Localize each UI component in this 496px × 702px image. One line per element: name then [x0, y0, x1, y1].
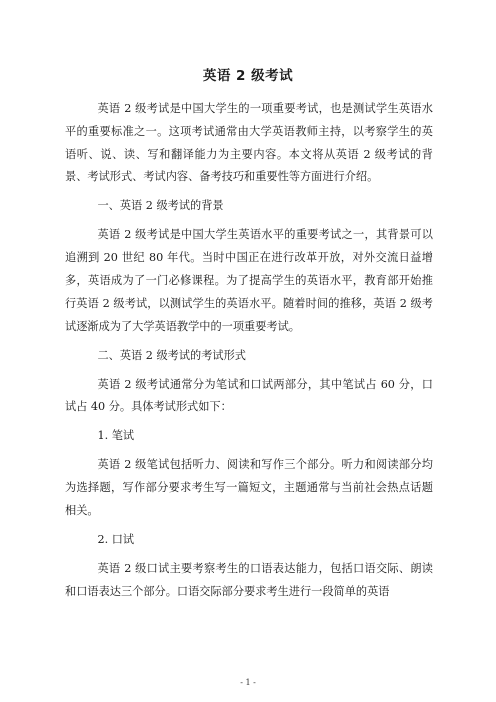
document-title: 英语 2 级考试 [202, 68, 294, 84]
oral-paragraph: 英语 2 级口试主要考察考生的口语表达能力，包括口语交际、朗读和口语表达三个部分。口语交际部分要求考生进行一段简单的英语 [65, 561, 433, 598]
section-heading-background: 一、英语 2 级考试的背景 [97, 199, 224, 213]
intro-paragraph: 英语 2 级考试是中国大学生的一项重要考试，也是测试学生英语水平的重要标准之一。这项考试通常由大学英语教师主持，以考察学生的英语听、说、读、写和翻译能力为主要内容。本文将从英语 2 级考试的背景、考试形式、考试内容、备考技巧和重要性等方面进行介绍。 [65, 102, 433, 184]
document-body [65, 98, 433, 610]
written-paragraph: 英语 2 级笔试包括听力、阅读和写作三个部分。听力和阅读部分均为选择题，写作部分要求考生写一篇短文，主题通常与当前社会热点话题相关。 [65, 458, 433, 517]
subheading-oral: 2. 口试 [97, 532, 135, 546]
section-heading-format: 二、英语 2 级考试的考试形式 [97, 348, 246, 362]
subheading-written: 1. 笔试 [97, 429, 135, 443]
format-paragraph: 英语 2 级考试通常分为笔试和口试两部分，其中笔试占 60 分，口试占 40 分。具体考试形式如下： [65, 377, 433, 414]
page-number: - 1 - [240, 678, 256, 687]
background-paragraph: 英语 2 级考试是中国大学生英语水平的重要考试之一，其背景可以追溯到 20 世纪 80 年代。当时中国正在进行改革开放，对外交流日益增多，英语成为了一门必修课程。为了提高学生的英语水平，教育部开始推行英语 2 级考试，以测试学生的英语水平。随着时间的推移，英语 2 级考试逐渐成为了大学英语教学中的一项重要考试。 [65, 228, 433, 333]
